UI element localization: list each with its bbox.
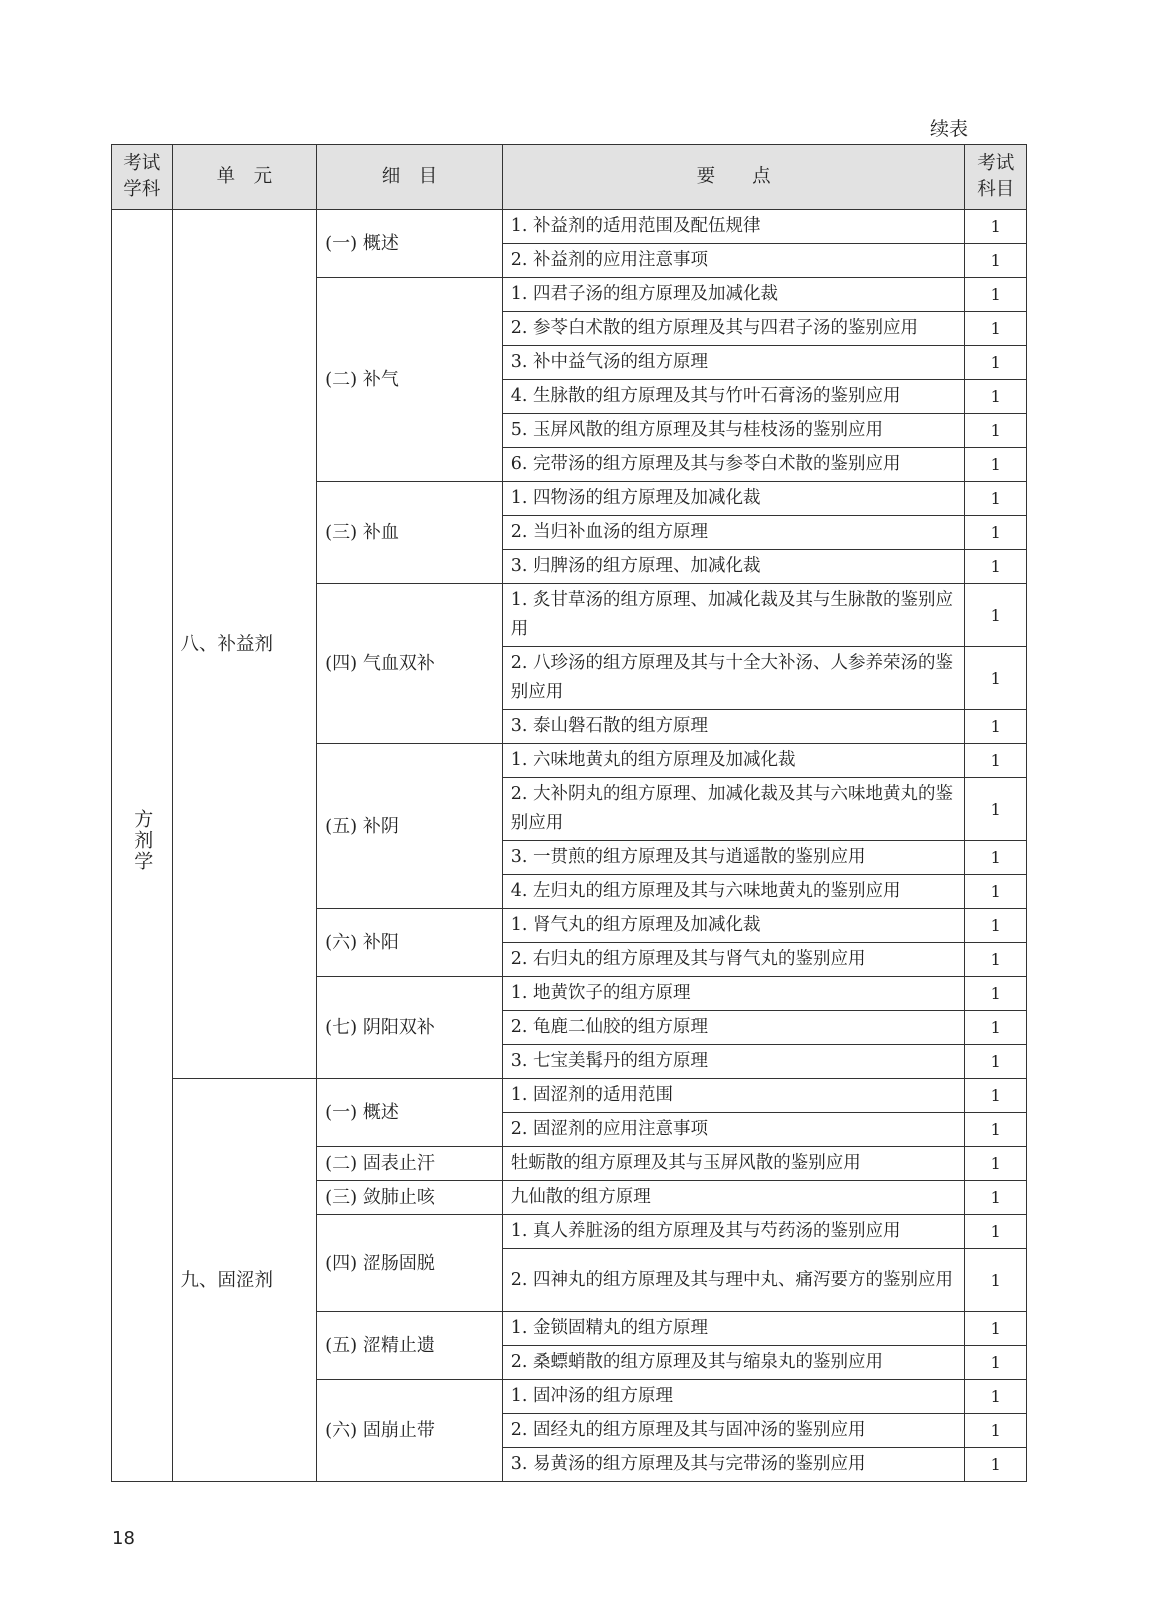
point-cell: 3. 一贯煎的组方原理及其与逍遥散的鉴别应用: [502, 841, 965, 875]
point-cell: 3. 补中益气汤的组方原理: [502, 346, 965, 380]
page-number: 18: [112, 1528, 135, 1549]
point-cell: 1. 炙甘草汤的组方原理、加减化裁及其与生脉散的鉴别应用: [502, 584, 965, 647]
exam-count-cell: 1: [965, 647, 1027, 710]
point-cell: 2. 当归补血汤的组方原理: [502, 516, 965, 550]
exam-count-cell: 1: [965, 482, 1027, 516]
exam-count-cell: 1: [965, 943, 1027, 977]
point-cell: 九仙散的组方原理: [502, 1181, 965, 1215]
exam-count-cell: 1: [965, 1147, 1027, 1181]
point-cell: 3. 七宝美髯丹的组方原理: [502, 1045, 965, 1079]
exam-count-cell: 1: [965, 778, 1027, 841]
point-cell: 5. 玉屏风散的组方原理及其与桂枝汤的鉴别应用: [502, 414, 965, 448]
exam-count-cell: 1: [965, 1045, 1027, 1079]
point-cell: 6. 完带汤的组方原理及其与参苓白术散的鉴别应用: [502, 448, 965, 482]
point-cell: 3. 易黄汤的组方原理及其与完带汤的鉴别应用: [502, 1448, 965, 1482]
exam-count-cell: 1: [965, 312, 1027, 346]
detail-cell: (七) 阴阳双补: [317, 977, 503, 1079]
point-cell: 4. 左归丸的组方原理及其与六味地黄丸的鉴别应用: [502, 875, 965, 909]
exam-count-cell: 1: [965, 909, 1027, 943]
point-cell: 牡蛎散的组方原理及其与玉屏风散的鉴别应用: [502, 1147, 965, 1181]
exam-count-cell: 1: [965, 1249, 1027, 1312]
header-unit: 单 元: [172, 145, 317, 210]
exam-count-cell: 1: [965, 448, 1027, 482]
exam-count-cell: 1: [965, 1113, 1027, 1147]
point-cell: 1. 固冲汤的组方原理: [502, 1380, 965, 1414]
subject-name: 方剂学: [131, 809, 154, 872]
exam-count-cell: 1: [965, 1079, 1027, 1113]
point-cell: 1. 六味地黄丸的组方原理及加减化裁: [502, 744, 965, 778]
exam-count-cell: 1: [965, 1414, 1027, 1448]
table-row: [112, 210, 1027, 244]
point-cell: 2. 大补阴丸的组方原理、加减化裁及其与六味地黄丸的鉴别应用: [502, 778, 965, 841]
detail-cell: (二) 补气: [317, 278, 503, 482]
detail-cell: (六) 固崩止带: [317, 1380, 503, 1482]
continued-label: 续表: [930, 118, 969, 140]
exam-count-cell: 1: [965, 1215, 1027, 1249]
header-point: 要 点: [502, 145, 965, 210]
detail-cell: (五) 涩精止遗: [317, 1312, 503, 1380]
exam-count-cell: 1: [965, 710, 1027, 744]
exam-count-cell: 1: [965, 516, 1027, 550]
detail-cell: (四) 气血双补: [317, 584, 503, 744]
header-row: [112, 145, 1027, 210]
exam-count-cell: 1: [965, 1011, 1027, 1045]
subject-cell: [112, 210, 173, 1482]
point-cell: 2. 龟鹿二仙胶的组方原理: [502, 1011, 965, 1045]
exam-count-cell: 1: [965, 550, 1027, 584]
detail-cell: (三) 敛肺止咳: [317, 1181, 503, 1215]
exam-count-cell: 1: [965, 1448, 1027, 1482]
exam-count-cell: 1: [965, 841, 1027, 875]
exam-count-cell: 1: [965, 744, 1027, 778]
point-cell: 2. 右归丸的组方原理及其与肾气丸的鉴别应用: [502, 943, 965, 977]
point-cell: 1. 地黄饮子的组方原理: [502, 977, 965, 1011]
point-cell: 1. 固涩剂的适用范围: [502, 1079, 965, 1113]
exam-count-cell: 1: [965, 1181, 1027, 1215]
point-cell: 2. 固经丸的组方原理及其与固冲汤的鉴别应用: [502, 1414, 965, 1448]
header-exam-text: 考试 科目: [977, 153, 1015, 200]
point-cell: 2. 参苓白术散的组方原理及其与四君子汤的鉴别应用: [502, 312, 965, 346]
detail-cell: (六) 补阳: [317, 909, 503, 977]
point-cell: 1. 四物汤的组方原理及加减化裁: [502, 482, 965, 516]
exam-count-cell: 1: [965, 1312, 1027, 1346]
exam-count-cell: 1: [965, 584, 1027, 647]
syllabus-table: [111, 144, 1027, 1482]
header-subject: [112, 145, 173, 210]
unit-cell: 九、固涩剂: [172, 1079, 317, 1482]
point-cell: 2. 四神丸的组方原理及其与理中丸、痛泻要方的鉴别应用: [502, 1249, 965, 1312]
point-cell: 1. 补益剂的适用范围及配伍规律: [502, 210, 965, 244]
exam-count-cell: 1: [965, 414, 1027, 448]
header-subject-text: 考试 学科: [123, 153, 161, 200]
point-cell: 1. 肾气丸的组方原理及加减化裁: [502, 909, 965, 943]
exam-count-cell: 1: [965, 380, 1027, 414]
exam-count-cell: 1: [965, 1346, 1027, 1380]
point-cell: 2. 八珍汤的组方原理及其与十全大补汤、人参养荣汤的鉴别应用: [502, 647, 965, 710]
exam-count-cell: 1: [965, 210, 1027, 244]
point-cell: 1. 金锁固精丸的组方原理: [502, 1312, 965, 1346]
exam-count-cell: 1: [965, 977, 1027, 1011]
point-cell: 2. 桑螵蛸散的组方原理及其与缩泉丸的鉴别应用: [502, 1346, 965, 1380]
exam-count-cell: 1: [965, 346, 1027, 380]
point-cell: 1. 真人养脏汤的组方原理及其与芍药汤的鉴别应用: [502, 1215, 965, 1249]
table-row: [112, 1079, 1027, 1113]
detail-cell: (一) 概述: [317, 1079, 503, 1147]
point-cell: 4. 生脉散的组方原理及其与竹叶石膏汤的鉴别应用: [502, 380, 965, 414]
detail-cell: (一) 概述: [317, 210, 503, 278]
unit-cell: 八、补益剂: [172, 210, 317, 1079]
exam-count-cell: 1: [965, 875, 1027, 909]
point-cell: 3. 归脾汤的组方原理、加减化裁: [502, 550, 965, 584]
detail-cell: (四) 涩肠固脱: [317, 1215, 503, 1312]
detail-cell: (五) 补阴: [317, 744, 503, 909]
exam-count-cell: 1: [965, 244, 1027, 278]
table-body: [112, 210, 1027, 1482]
point-cell: 1. 四君子汤的组方原理及加减化裁: [502, 278, 965, 312]
point-cell: 2. 固涩剂的应用注意事项: [502, 1113, 965, 1147]
header-detail: 细 目: [317, 145, 503, 210]
detail-cell: (三) 补血: [317, 482, 503, 584]
exam-count-cell: 1: [965, 1380, 1027, 1414]
exam-count-cell: 1: [965, 278, 1027, 312]
point-cell: 2. 补益剂的应用注意事项: [502, 244, 965, 278]
header-exam: [965, 145, 1027, 210]
detail-cell: (二) 固表止汗: [317, 1147, 503, 1181]
point-cell: 3. 泰山磐石散的组方原理: [502, 710, 965, 744]
